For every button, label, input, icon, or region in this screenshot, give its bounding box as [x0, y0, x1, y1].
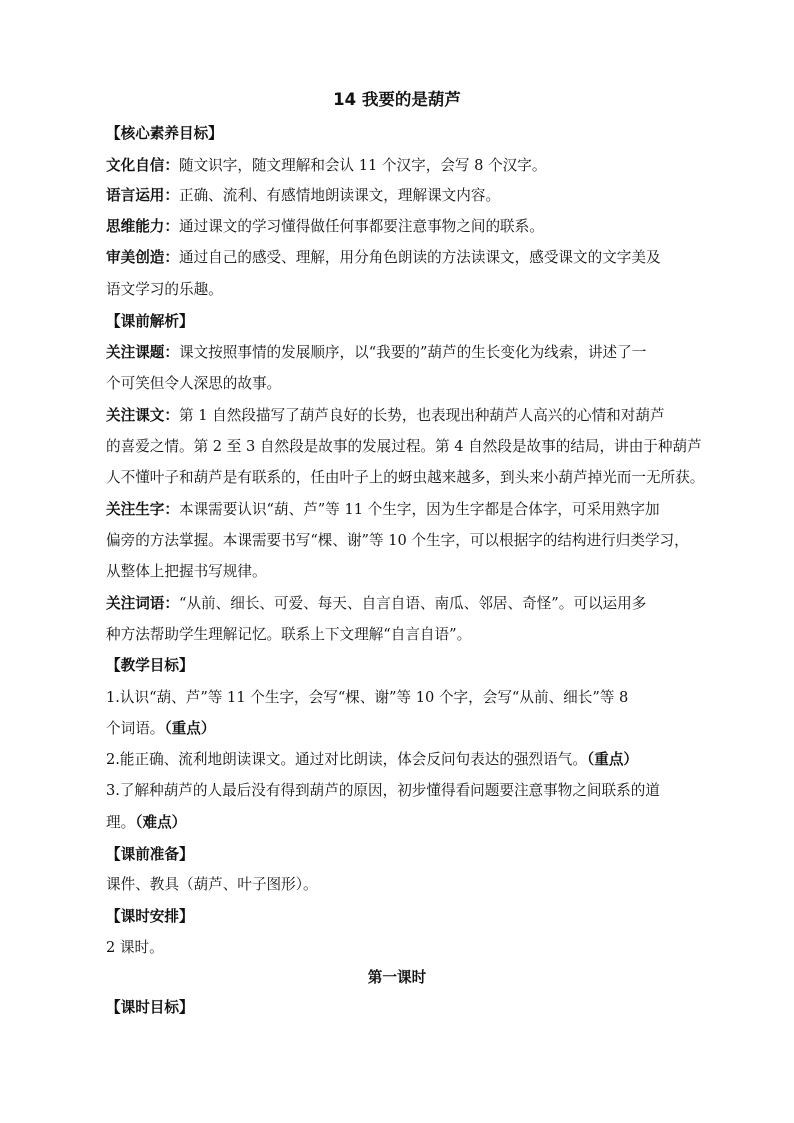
- section-heading-pre-analysis: 【课前解析】: [106, 313, 194, 330]
- analysis-text-cont-2: 人不懂叶子和葫芦是有联系的，任由叶子上的蚜虫越来越多，到头来小葫芦掉光而一无所获。: [106, 469, 705, 486]
- teaching-goal-1: 1.认识“葫、芦”等 11 个生字，会写“棵、谢”等 10 个字，会写“从前、细长”等 8: [106, 689, 629, 706]
- analysis-text-label: 关注课文：: [106, 407, 179, 424]
- core-goal-label: 文化自信：: [106, 157, 179, 174]
- teaching-goal-2-text: 2.能正确、流利地朗读课文。通过对比朗读，体会反问句表达的强烈语气。: [106, 751, 587, 768]
- core-goal-text: 正确、流利、有感情地朗读课文，理解课文内容。: [178, 187, 501, 204]
- page-title: 14 我要的是葫芦: [333, 90, 461, 109]
- core-goal-thinking: [106, 217, 726, 237]
- teaching-goal-3-text: 理。: [106, 814, 136, 831]
- key-point-tag: （重点）: [164, 720, 216, 737]
- prep-text: 课件、教具（葫芦、叶子图形）。: [106, 876, 318, 893]
- analysis-words-cont: 种方法帮助学生理解记忆。联系上下文理解“自言自语”。: [106, 626, 472, 643]
- analysis-topic-label: 关注课题：: [106, 344, 179, 361]
- analysis-chars-cont-1: 偏旁的方法掌握。本课需要书写“棵、谢”等 10 个生字，可以根据字的结构进行归类学习，: [106, 532, 689, 549]
- core-goal-culture: [106, 156, 726, 176]
- core-goal-text: 通过自己的感受、理解，用分角色朗读的方法读课文，感受课文的文字美及: [178, 249, 661, 266]
- core-goal-label: 语言运用：: [106, 187, 179, 204]
- core-goal-label: 思维能力：: [106, 218, 179, 235]
- key-point-tag: （重点）: [586, 751, 639, 768]
- analysis-text-cont-1: 的喜爱之情。第 2 至 3 自然段是故事的发展过程。第 4 自然段是故事的结局，讲由于种葫芦: [106, 438, 702, 455]
- analysis-topic: [106, 343, 726, 363]
- difficulty-tag: （难点）: [135, 814, 187, 831]
- teaching-goal-3-cont: [106, 813, 726, 833]
- core-goal-language: [106, 186, 726, 206]
- analysis-text-content: 第 1 自然段描写了葫芦良好的长势，也表现出种葫芦人高兴的心情和对葫芦: [178, 407, 665, 424]
- section-heading-lesson-goals: 【课时目标】: [106, 999, 194, 1016]
- core-goal-label: 审美创造：: [106, 249, 179, 266]
- analysis-words-label: 关注词语：: [106, 595, 179, 612]
- core-goal-text: 随文识字，随文理解和会认 11 个汉字，会写 8 个汉字。: [178, 157, 547, 174]
- section-heading-prep: 【课前准备】: [106, 846, 194, 863]
- analysis-chars-label: 关注生字：: [106, 501, 179, 518]
- schedule-text: 2 课时。: [106, 939, 164, 956]
- section-heading-core-goals: 【核心素养目标】: [106, 125, 223, 142]
- section-heading-teaching-goals: 【教学目标】: [106, 657, 194, 674]
- analysis-words: [106, 594, 726, 614]
- teaching-goal-1-cont: [106, 719, 726, 739]
- analysis-chars-cont-2: 从整体上把握书写规律。: [106, 563, 267, 580]
- first-lesson-heading: 第一课时: [367, 969, 427, 986]
- section-heading-schedule: 【课时安排】: [106, 908, 194, 925]
- analysis-topic-text: 课文按照事情的发展顺序，以“我要的”葫芦的生长变化为线索，讲述了一: [178, 344, 647, 361]
- core-goal-aesthetic: [106, 248, 726, 268]
- analysis-chars-text: 本课需要认识“葫、芦”等 11 个生字，因为生字都是合体字，可采用熟字加: [178, 501, 660, 518]
- analysis-topic-cont: 个可笑但令人深思的故事。: [106, 375, 282, 392]
- teaching-goal-3: 3.了解种葫芦的人最后没有得到葫芦的原因，初步懂得看问题要注意事物之间联系的道: [106, 782, 660, 799]
- teaching-goal-1-text: 个词语。: [106, 720, 165, 737]
- core-goal-aesthetic-cont: 语文学习的乐趣。: [106, 281, 223, 298]
- analysis-chars: [106, 500, 726, 520]
- teaching-goal-2: [106, 750, 726, 770]
- analysis-text: [106, 406, 726, 426]
- analysis-words-text: “从前、细长、可爱、每天、自言自语、南瓜、邻居、奇怪”。可以运用多: [178, 595, 647, 612]
- core-goal-text: 通过课文的学习懂得做任何事都要注意事物之间的联系。: [178, 218, 544, 235]
